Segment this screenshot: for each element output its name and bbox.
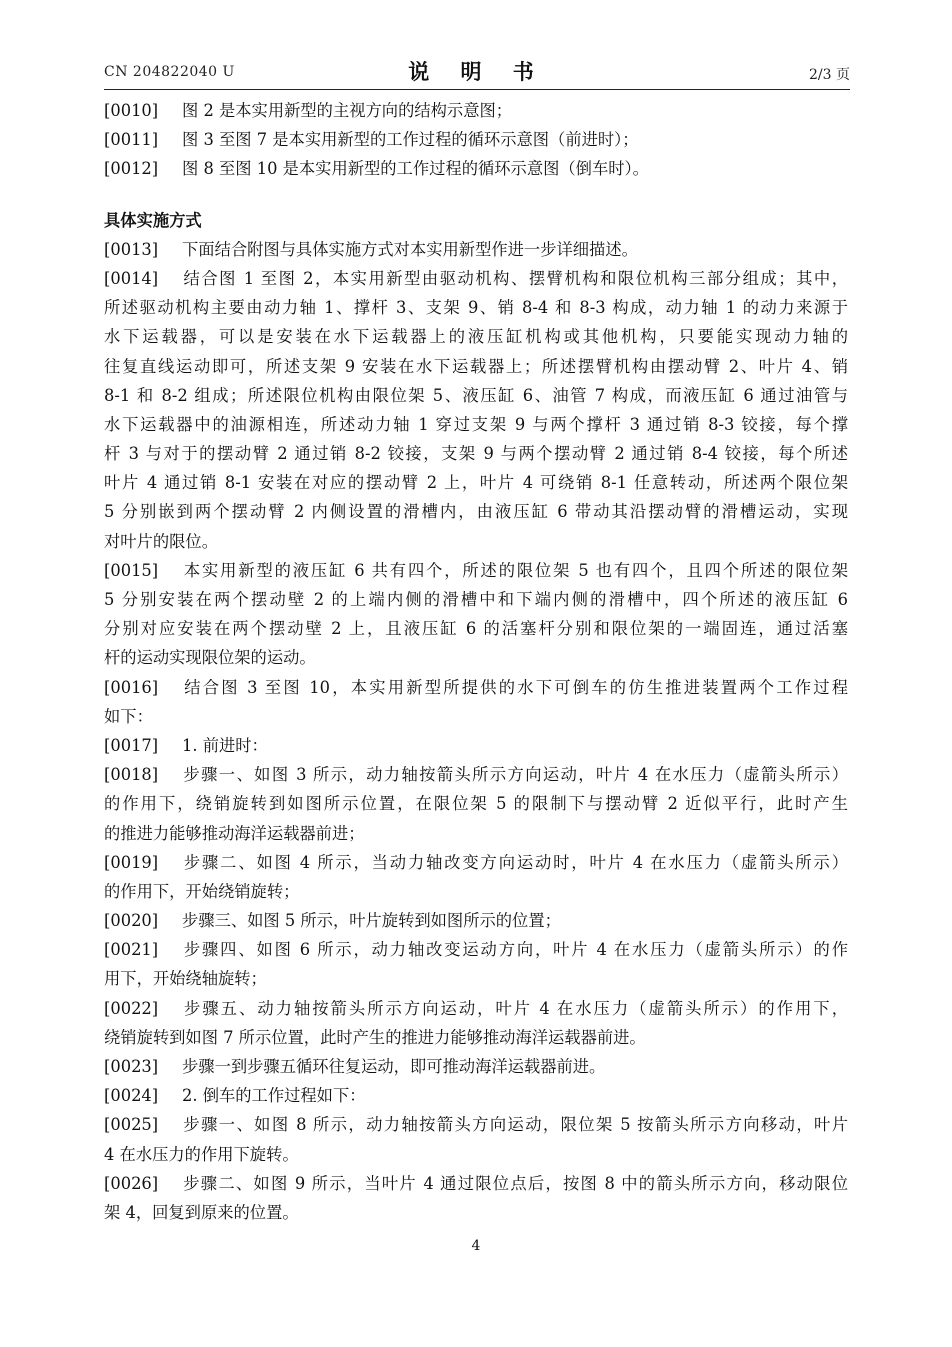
paragraph-line [104, 154, 848, 183]
paragraph-text: 图 8 至图 10 是本实用新型的工作过程的循环示意图（倒车时）。 [182, 159, 649, 179]
paragraph-text: 8-1 和 8-2 组成；所述限位机构由限位架 5、液压缸 6、油管 7 构成，而液压缸 6 通过油管与 [104, 385, 848, 405]
paragraph-number: [0012] [104, 159, 159, 179]
paragraph-text: 本实用新型的液压缸 6 共有四个，所述的限位架 5 也有四个，且四个所述的限位架 [182, 560, 848, 580]
paragraph [104, 673, 848, 731]
paragraph-line [104, 381, 848, 410]
paragraph-number: [0021] [104, 940, 159, 960]
paragraph-number: [0015] [104, 560, 159, 580]
paragraph [104, 1110, 848, 1168]
paragraph-line [104, 439, 848, 468]
document-body [104, 96, 848, 1227]
paragraph-text: 步骤四、如图 6 所示，动力轴改变运动方向，叶片 4 在水压力（虚箭头所示）的作 [182, 940, 848, 960]
paragraph-line [104, 673, 848, 702]
paragraph-line [104, 322, 848, 351]
paragraph [104, 731, 848, 760]
paragraph-text: 杆的运动实现限位架的运动。 [104, 648, 316, 668]
page-of-total: 2/3 页 [809, 67, 850, 83]
paragraph-text: 对叶片的限位。 [104, 531, 218, 551]
paragraph-line [104, 877, 848, 906]
paragraph-line [104, 789, 848, 818]
paragraph-line [104, 235, 848, 264]
paragraph-text: 图 3 至图 7 是本实用新型的工作过程的循环示意图（前进时）； [182, 130, 639, 150]
paragraph [104, 235, 848, 264]
paragraph-line [104, 643, 848, 672]
paragraph [104, 264, 848, 556]
paragraph-number: [0025] [104, 1115, 159, 1135]
paragraph-text: 结合图 3 至图 10，本实用新型所提供的水下可倒车的仿生推进装置两个工作过程 [182, 677, 848, 697]
paragraph-number: [0019] [104, 852, 159, 872]
paragraph-line [104, 819, 848, 848]
paragraph-line [104, 527, 848, 556]
paragraph-number: [0018] [104, 765, 159, 785]
paragraph-line [104, 1052, 848, 1081]
paragraph [104, 848, 848, 906]
paragraph-line [104, 614, 848, 643]
paragraph-number: [0023] [104, 1057, 159, 1076]
paragraph-line [104, 125, 848, 154]
paragraph-text: 步骤一到步骤五循环往复运动，即可推动海洋运载器前进。 [182, 1057, 606, 1076]
paragraph-line [104, 96, 848, 125]
paragraph-number: [0022] [104, 998, 159, 1018]
paragraph-line [104, 906, 848, 935]
paragraph-text: 叶片 4 通过销 8-1 安装在对应的摆动臂 2 上，叶片 4 可绕销 8-1 任意转动，所述两个限位架 [104, 473, 848, 493]
paragraph-text: 绕销旋转到如图 7 所示位置，此时产生的推进力能够推动海洋运载器前进。 [104, 1027, 646, 1047]
paragraph-number: [0016] [104, 677, 159, 697]
paragraph-line [104, 964, 848, 993]
page-number: 4 [471, 1238, 481, 1254]
paragraph-text: 往复直线运动即可，所述支架 9 安装在水下运载器上；所述摆臂机构由摆动臂 2、叶片 4、销 [104, 356, 848, 376]
paragraph-number: [0010] [104, 101, 159, 120]
paragraph [104, 125, 848, 154]
paragraph [104, 906, 848, 935]
paragraph-line [104, 1198, 848, 1227]
paragraph-line [104, 1023, 848, 1052]
paragraph-line [104, 994, 848, 1023]
paragraph-text: 水下运载器中的油源相连，所述动力轴 1 穿过支架 9 与两个撑杆 3 通过销 8-3 铰接，每个撑 [104, 414, 848, 434]
paragraph-number: [0020] [104, 911, 159, 931]
paragraph-line [104, 352, 848, 381]
paragraph-text: 4 在水压力的作用下旋转。 [104, 1144, 299, 1164]
paragraph-text: 步骤三、如图 5 所示，叶片旋转到如图所示的位置； [182, 911, 561, 931]
paragraph-line [104, 1081, 848, 1110]
paragraph-text: 所述驱动机构主要由动力轴 1、撑杆 3、支架 9、销 8-4 和 8-3 构成，动力轴 1 的动力来源于 [104, 298, 848, 318]
paragraph [104, 994, 848, 1052]
header-rule [104, 89, 850, 90]
paragraph-text: 步骤一、如图 8 所示，动力轴按箭头方向运动，限位架 5 按箭头所示方向移动，叶片 [182, 1115, 848, 1135]
paragraph-text: 的推进力能够推动海洋运载器前进； [104, 823, 365, 843]
paragraph-line [104, 293, 848, 322]
paragraph-text: 结合图 1 至图 2，本实用新型由驱动机构、摆臂机构和限位机构三部分组成；其中， [182, 268, 848, 288]
paragraph-line [104, 585, 848, 614]
paragraph [104, 154, 848, 183]
paragraph-line [104, 497, 848, 526]
paragraph-line [104, 264, 848, 293]
paragraph-text: 1. 前进时： [182, 735, 268, 755]
paragraph-group-figures [104, 96, 848, 184]
paragraph-text: 5 分别嵌到两个摆动臂 2 内侧设置的滑槽内，由液压缸 6 带动其沿摆动臂的滑槽运动，实现 [104, 502, 848, 522]
paragraph-text: 步骤二、如图 9 所示，当叶片 4 通过限位点后，按图 8 中的箭头所示方向，移动限位 [182, 1173, 848, 1193]
paragraph-text: 杆 3 与对于的摆动臂 2 通过销 8-2 铰接，支架 9 与两个摆动臂 2 通过销 8-4 铰接，每个所述 [104, 444, 848, 464]
paragraph-number: [0013] [104, 239, 159, 259]
paragraph-line [104, 760, 848, 789]
paragraph [104, 1081, 848, 1110]
paragraph-number: [0014] [104, 268, 159, 288]
section-heading: 具体实施方式 [104, 210, 202, 230]
paragraph-line [104, 556, 848, 585]
paragraph [104, 1169, 848, 1227]
paragraph [104, 556, 848, 673]
paragraph-text: 2. 倒车的工作过程如下： [182, 1086, 366, 1106]
paragraph-text: 分别对应安装在两个摆动壁 2 上，且液压缸 6 的活塞杆分别和限位架的一端固连，通过活塞 [104, 619, 848, 639]
paragraph-text: 水下运载器，可以是安装在水下运载器上的液压缸机构或其他机构，只要能实现动力轴的 [104, 327, 848, 347]
paragraph-text: 图 2 是本实用新型的主视方向的结构示意图； [182, 101, 513, 120]
paragraph [104, 760, 848, 848]
paragraph-text: 架 4，回复到原来的位置。 [104, 1202, 299, 1222]
paragraph-line [104, 468, 848, 497]
paragraph-text: 步骤一、如图 3 所示，动力轴按箭头所示方向运动，叶片 4 在水压力（虚箭头所示） [182, 765, 848, 785]
document-title: 说 明 书 [408, 60, 546, 84]
paragraph [104, 96, 848, 125]
paragraph [104, 1052, 848, 1081]
paragraph-text: 如下： [104, 706, 153, 726]
paragraph-line [104, 1169, 848, 1198]
paragraph-text: 下面结合附图与具体实施方式对本实用新型作进一步详细描述。 [182, 239, 638, 259]
paragraph-text: 的作用下，开始绕销旋转； [104, 881, 300, 901]
paragraph-line [104, 848, 848, 877]
paragraph-number: [0026] [104, 1173, 159, 1193]
paragraph-line [104, 935, 848, 964]
section-gap [104, 184, 848, 206]
paragraph-group-embodiment [104, 235, 848, 1227]
paragraph-number: [0011] [104, 130, 159, 150]
paragraph-text: 步骤二、如图 4 所示，当动力轴改变方向运动时，叶片 4 在水压力（虚箭头所示） [182, 852, 848, 872]
paragraph-line [104, 731, 848, 760]
paragraph [104, 935, 848, 993]
paragraph-text: 5 分别安装在两个摆动壁 2 的上端内侧的滑槽中和下端内侧的滑槽中，四个所述的液压缸 6 [104, 590, 848, 609]
page-header [104, 58, 850, 88]
publication-number: CN 204822040 U [104, 64, 235, 80]
paragraph-line [104, 1140, 848, 1169]
paragraph-number: [0017] [104, 735, 159, 755]
paragraph-text: 步骤五、动力轴按箭头所示方向运动，叶片 4 在水压力（虚箭头所示）的作用下， [182, 998, 848, 1018]
paragraph-line [104, 410, 848, 439]
paragraph-line [104, 1110, 848, 1139]
paragraph-text: 的作用下，绕销旋转到如图所示位置，在限位架 5 的限制下与摆动臂 2 近似平行，此时产生 [104, 794, 848, 814]
paragraph-number: [0024] [104, 1086, 159, 1106]
paragraph-line [104, 702, 848, 731]
paragraph-text: 用下，开始绕轴旋转； [104, 969, 267, 989]
